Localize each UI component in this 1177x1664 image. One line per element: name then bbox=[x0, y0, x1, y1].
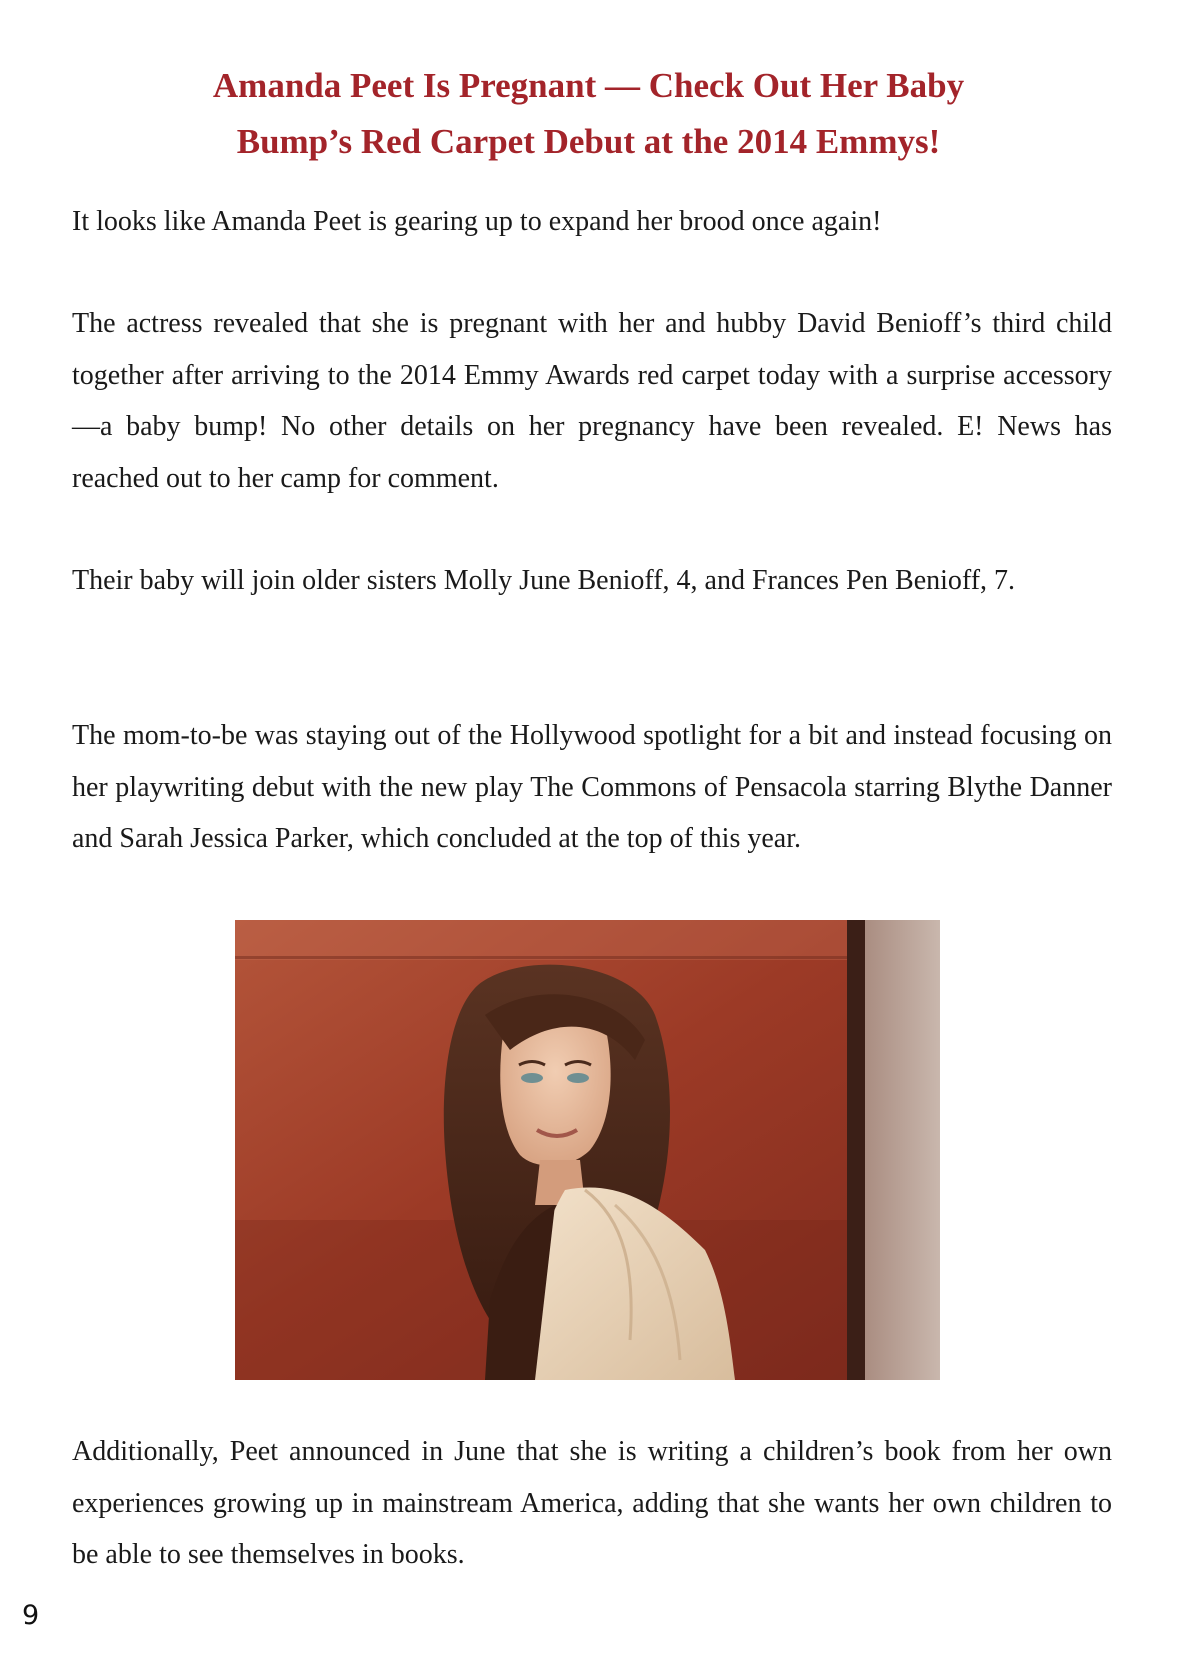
article-title bbox=[100, 58, 1077, 170]
paragraph-siblings: Their baby will join older sisters Molly June Benioff, 4, and Frances Pen Benioff, 7. bbox=[72, 565, 1016, 596]
portrait-illustration bbox=[235, 920, 940, 1380]
paragraph-playwriting: The mom-to-be was staying out of the Hollywood spotlight for a bit and instead focusing on her playwriting debut with the new play The Commons of Pensacola starring Blythe Danner and Sarah Jessica Parker, which concluded at the top of this year. bbox=[72, 720, 1112, 854]
portrait-photo bbox=[235, 920, 940, 1380]
paragraph-intro: It looks like Amanda Peet is gearing up to expand her brood once again! bbox=[72, 206, 882, 237]
paragraph-childrens-book: Additionally, Peet announced in June that she is writing a children’s book from her own experiences growing up in mainstream America, adding that she wants her own children to be able to see themselves in books. bbox=[72, 1436, 1112, 1570]
article-title-line-2: Bump’s Red Carpet Debut at the 2014 Emmys! bbox=[236, 122, 941, 161]
paragraph-announcement: The actress revealed that she is pregnant with her and hubby David Benioff’s third child together after arriving to the 2014 Emmy Awards red carpet today with a surprise accessory—a baby bump! No other details on her pregnancy have been revealed. E! News has reached out to her camp for comment. bbox=[72, 308, 1112, 494]
article-title-line-1: Amanda Peet Is Pregnant — Check Out Her Baby bbox=[212, 66, 965, 105]
page-number: 9 bbox=[22, 1600, 40, 1631]
